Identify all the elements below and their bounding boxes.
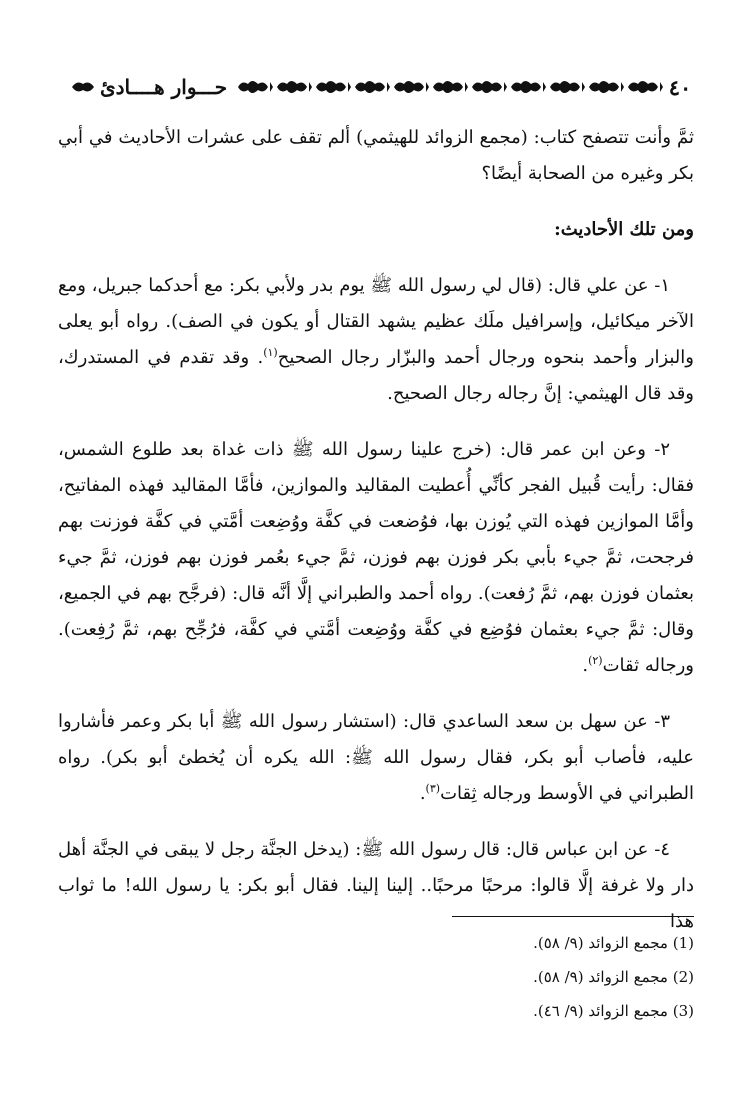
hadith-2-text: ٢- وعن ابن عمر قال: (خرج علينا رسول الله ﷺ ذات غداة بعد طلوع الشمس، فقال: رأيت قُبيل الفجر كأنِّي أُعطيت المقاليد والموازين، فأمَّا المقاليد فهذه المفاتيح، وأمَّا الموازين فهذه التي يُوزن بها، فوُضعت في كفَّة ووُضِعت أمَّتي في كفَّة فوزنت بهم فرجحت، ثمَّ جيء بأبي بكر فوزن بهم فوزن، ثمَّ جيء بعُمر فوزن بهم فوزن، ثمَّ جيء بعثمان فوزن بهم، ثمَّ رُفعت). رواه أحمد والطبراني إلَّا أنَّه قال: (فرجَّح بهم في الجميع، وقال: ثمَّ جيء بعثمان فوُضِع في كفَّة ووُضِعت أمَّتي في كفَّة، فرُجِّح بهم، ثمَّ رُفِعت). ورجاله ثقات (58, 439, 694, 676)
footnote-1: (1) مجمع الزوائد (٩/ ٥٨). (533, 934, 694, 952)
footnote-ref-2[interactable]: (٢) (588, 654, 603, 667)
page-header (70, 72, 694, 102)
hadith-3-text: ٣- عن سهل بن سعد الساعدي قال: (استشار رسول الله ﷺ أبا بكر وعمر فأشاروا عليه، فأصاب أبو بكر، فقال رسول الله ﷺ: الله يكره أن يُخطئ أبو بكر). رواه الطبراني في الأوسط ورجاله ثِقات (58, 711, 694, 804)
main-text (58, 120, 694, 960)
footnote-2: (2) مجمع الزوائد (٩/ ٥٨). (533, 968, 694, 986)
hadith-1-text: ١- عن علي قال: (قال لي رسول الله ﷺ يوم بدر ولأبي بكر: مع أحدكما جبريل، ومع الآخر ميكائيل، وإسرافيل ملَك عظيم يشهد القتال أو يكون في الصف). رواه أبو يعلى والبزار وأحمد بنحوه ورجال أحمد والبزّار رجال الصحيح (58, 275, 694, 368)
running-title: حـــوار هــــادئ (100, 75, 228, 99)
footnotes (294, 926, 694, 1028)
section-subheading: ومن تلك الأحاديث: (554, 219, 694, 240)
hadith-4: ٤- عن ابن عباس قال: قال رسول الله ﷺ: (يدخل الجنَّة رجل لا يبقى في الجنَّة أهل دار ولا غرفة إلَّا قالوا: مرحبًا مرحبًا.. إلينا إلينا. فقال أبو بكر: يا رسول الله! ما ثواب هذا (58, 839, 694, 932)
ornament-band-icon (236, 72, 666, 102)
footnote-ref-3[interactable]: (٣) (425, 782, 441, 795)
footnote-3: (3) مجمع الزوائد (٩/ ٤٦). (533, 1002, 694, 1020)
footnote-ref-1[interactable]: (١) (263, 346, 278, 359)
page-number: ٤٠ (668, 74, 692, 100)
paragraph-intro: ثمَّ وأنت تتصفح كتاب: (مجمع الزوائد للهيثمي) ألم تقف على عشرات الأحاديث في أبي بكر وغيره من الصحابة أيضًا؟ (58, 127, 694, 184)
hadith-1-tail: . وقد تقدم في المستدرك، وقد قال الهيثمي: إنَّ رجاله رجال الصحيح. (58, 347, 694, 404)
hadith-1 (58, 268, 694, 412)
hadith-2 (58, 432, 694, 684)
hadith-3-tail: . (419, 783, 426, 804)
ornament-end-icon (70, 72, 96, 102)
header-ornament-end (70, 72, 96, 102)
footnote-separator (452, 916, 694, 917)
hadith-2-tail: . (582, 655, 589, 676)
header-ornament (231, 72, 666, 102)
hadith-3 (58, 704, 694, 812)
